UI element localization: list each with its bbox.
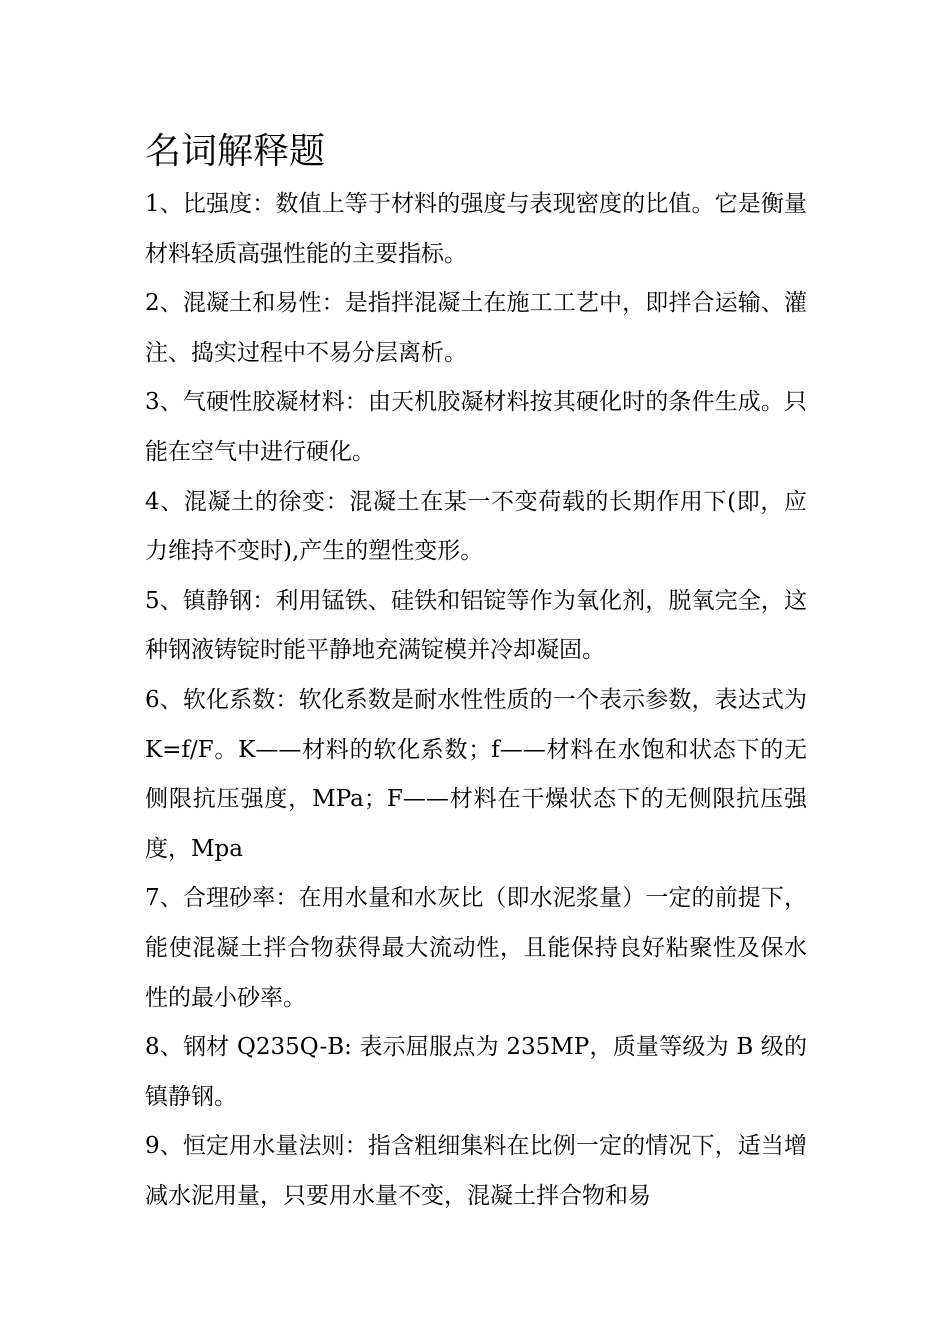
term-entry-7: 7、合理砂率：在用水量和水灰比（即水泥浆量）一定的前提下，能使混凝土拌合物获得最大流动性，且能保持良好粘聚性及保水性的最小砂率。 — [145, 885, 807, 1011]
term-entry-1: 1、比强度：数值上等于材料的强度与表现密度的比值。它是衡量材料轻质高强性能的主要指标。 — [145, 191, 807, 267]
term-entry-6: 6、软化系数：软化系数是耐水性性质的一个表示参数，表达式为 K=f/F。K——材料的软化系数；f——材料在水饱和状态下的无侧限抗压强度，MPa；F——材料在干燥状态下的无侧限抗压强度，Mpa — [145, 686, 807, 862]
term-entry-2: 2、混凝土和易性：是指拌混凝土在施工工艺中，即拌合运输、灌注、捣实过程中不易分层离析。 — [145, 290, 807, 366]
term-entry-9: 9、恒定用水量法则：指含粗细集料在比例一定的情况下，适当增减水泥用量，只要用水量不变，混凝土拌合物和易 — [145, 1133, 807, 1209]
term-entry-3: 3、气硬性胶凝材料：由天机胶凝材料按其硬化时的条件生成。只能在空气中进行硬化。 — [145, 389, 807, 465]
page-title: 名词解释题 — [145, 131, 326, 172]
term-entry-5: 5、镇静钢：利用锰铁、硅铁和铝锭等作为氧化剂，脱氧完全，这种钢液铸锭时能平静地充满锭模并冷却凝固。 — [145, 587, 807, 664]
document-page — [145, 126, 807, 1221]
term-entry-4: 4、混凝土的徐变：混凝土在某一不变荷载的长期作用下(即，应力维持不变时),产生的塑性变形。 — [145, 488, 807, 565]
term-entry-8: 8、钢材 Q235Q-B: 表示屈服点为 235MP，质量等级为 B 级的镇静钢。 — [145, 1034, 807, 1110]
